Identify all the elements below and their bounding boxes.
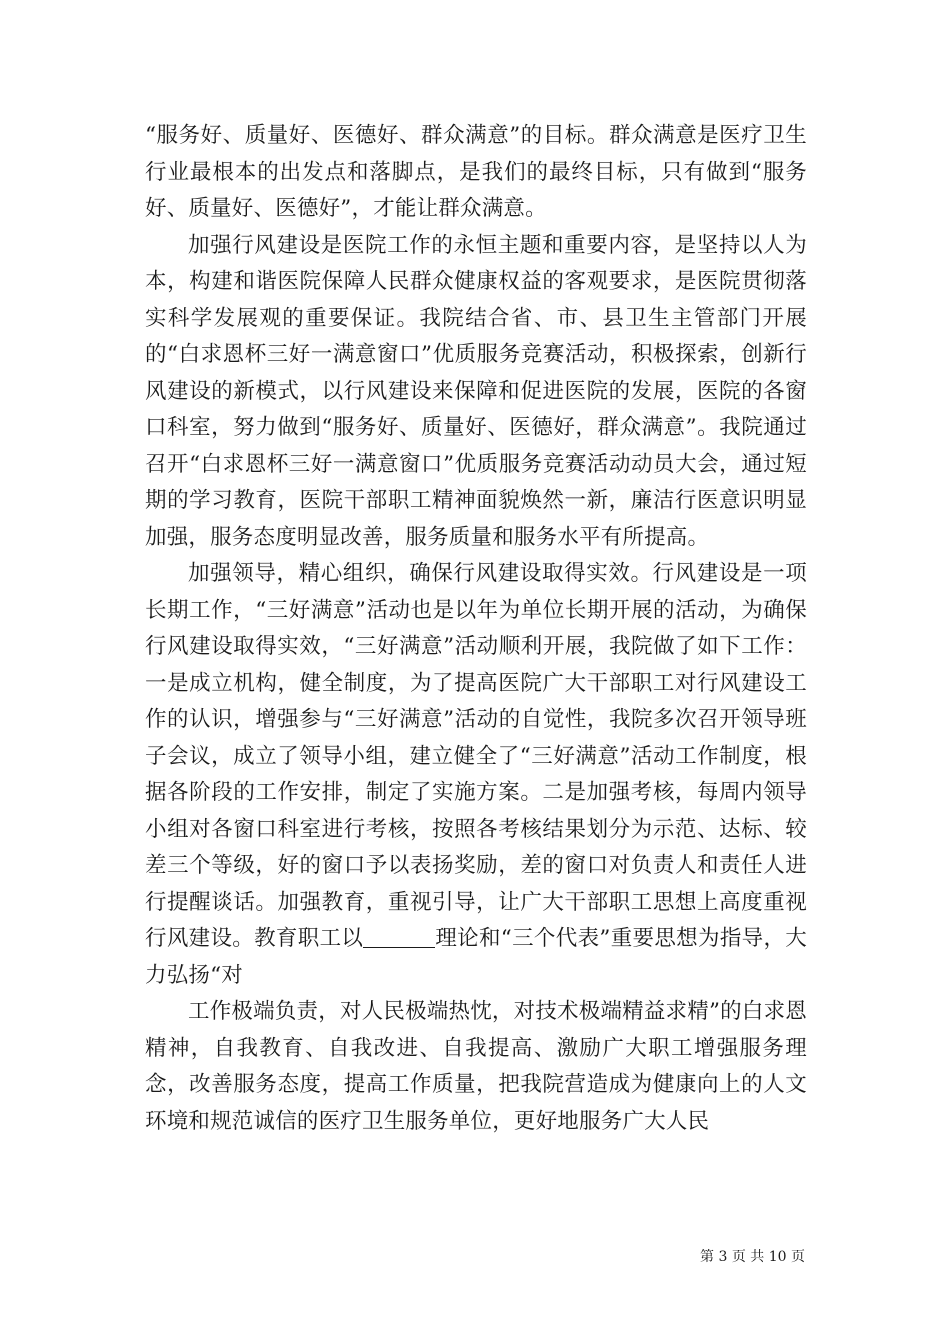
- paragraph-3-text-after-blank: 理论和“三个代表”重要思想为指导，大力弘扬“对: [145, 926, 807, 988]
- fill-in-blank: [363, 926, 435, 949]
- paragraph-2: 加强行风建设是医院工作的永恒主题和重要内容，是坚持以人为本，构建和谐医院保障人民群众健康权益的客观要求，是医院贯彻落实科学发展观的重要保证。我院结合省、市、县卫生主管部门开展的“白求恩杯三好一满意窗口”优质服务竞赛活动，积极探索，创新行风建设的新模式，以行风建设来保障和促进医院的发展，医院的各窗口科室，努力做到“服务好、质量好、医德好，群众满意”。我院通过召开“白求恩杯三好一满意窗口”优质服务竞赛活动动员大会，通过短期的学习教育，医院干部职工精神面貌焕然一新，廉洁行医意识明显加强，服务态度明显改善，服务质量和服务水平有所提高。: [145, 232, 807, 550]
- document-body: [145, 118, 807, 1140]
- page-number-footer: 第 3 页 共 10 页: [700, 1249, 805, 1265]
- paragraph-4: 工作极端负责，对人民极端热忱，对技术极端精益求精”的白求恩精神，自我教育、自我改进、自我提高、激励广大职工增强服务理念，改善服务态度，提高工作质量，把我院营造成为健康向上的人文环境和规范诚信的医疗卫生服务单位，更好地服务广大人民: [145, 999, 807, 1134]
- paragraph-1: “服务好、质量好、医德好、群众满意”的目标。群众满意是医疗卫生行业最根本的出发点和落脚点，是我们的最终目标，只有做到“服务好、质量好、医德好”，才能让群众满意。: [145, 123, 807, 221]
- paragraph-3: [145, 556, 807, 994]
- paragraph-3-text-before-blank: 加强领导，精心组织，确保行风建设取得实效。行风建设是一项长期工作，“三好满意”活动也是以年为单位长期开展的活动，为确保行风建设取得实效，“三好满意”活动顺利开展，我院做了如下工作：一是成立机构，健全制度，为了提高医院广大干部职工对行风建设工作的认识，增强参与“三好满意”活动的自觉性，我院多次召开领导班子会议，成立了领导小组，建立健全了“三好满意”活动工作制度，根据各阶段的工作安排，制定了实施方案。二是加强考核，每周内领导小组对各窗口科室进行考核，按照各考核结果划分为示范、达标、较差三个等级，好的窗口予以表扬奖励，差的窗口对负责人和责任人进行提醒谈话。加强教育，重视引导，让广大干部职工思想上高度重视行风建设。教育职工以: [145, 561, 807, 951]
